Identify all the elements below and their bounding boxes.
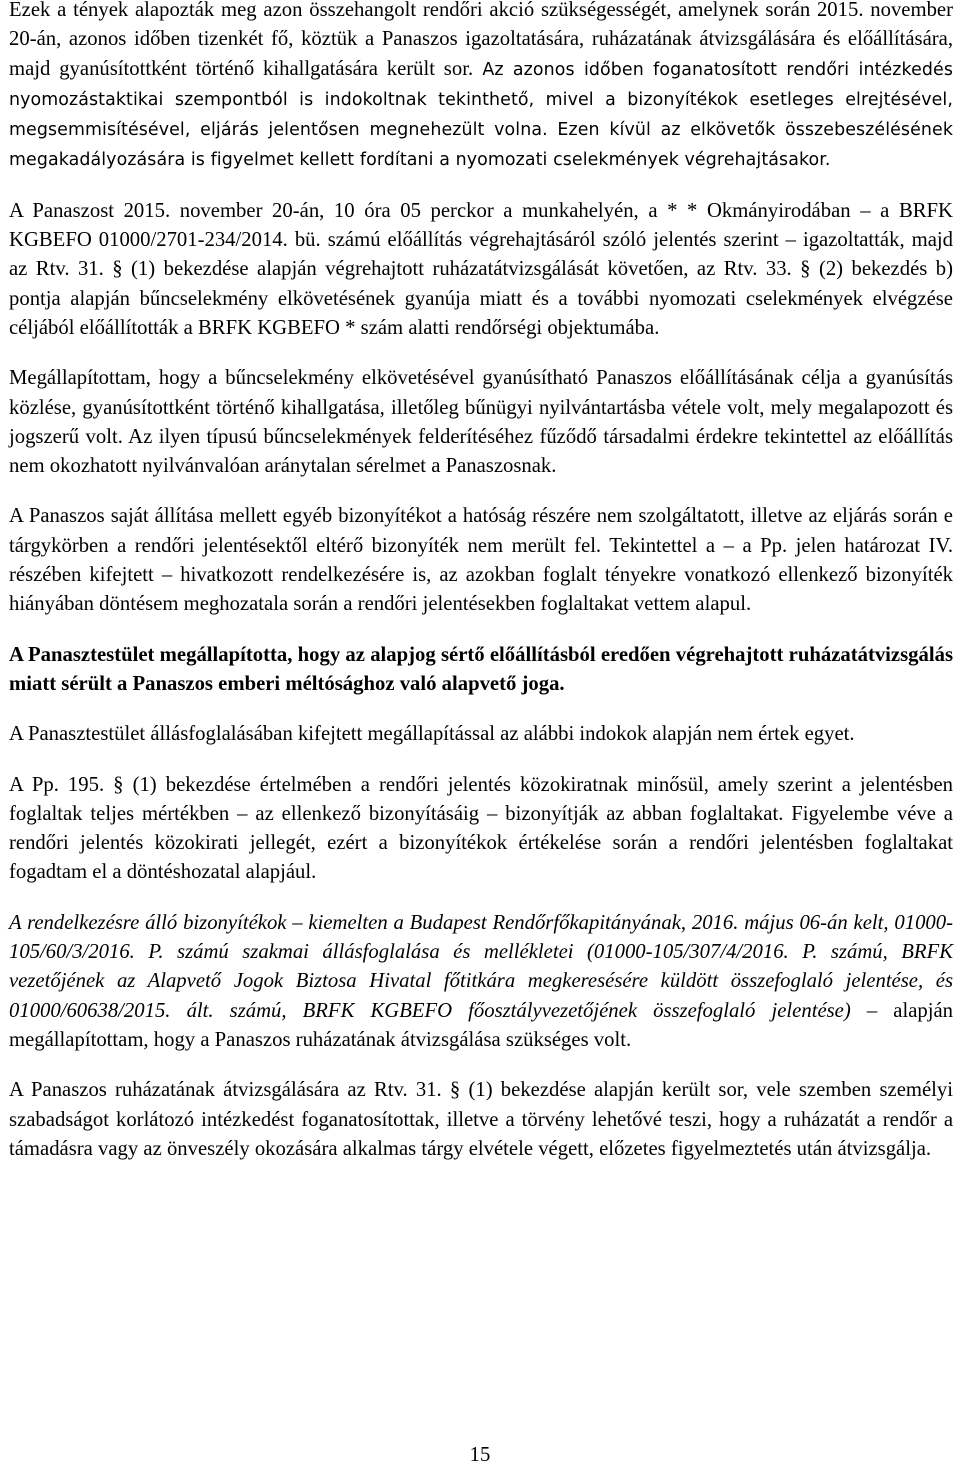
paragraph-coordinated-action-intro: Ezek a tények alapozták meg azon összehangolt rendőri akció szükségességét, amelynek során 2015. november 20-án, azonos időben tizenkét fő, köztük a Panaszos igazoltatására, ruházatának átvizsgálására és előállítására, majd gyanúsítottként történő kihallgatására került sor. — [9, 0, 953, 80]
paragraph-board-finding: A Panasztestület megállapította, hogy az alapjog sértő előállításból eredően végrehajtott ruházatátvizsgálás miatt sérült a Panaszos emberi méltósághoz való alapvető joga. — [9, 643, 953, 695]
paragraph-coordinated-action-tactics: Az azonos időben foganatosított rendőri intézkedés nyomozástaktikai szempontból is indokoltnak tekinthető, mivel a bizonyítékok esetleges elrejtésével, megsemmisítésével, eljárás jelentősen megnehezült volna. — [9, 59, 953, 141]
document-page — [9, 0, 953, 1164]
paragraph-clothing-search-basis: A Panaszos ruházatának átvizsgálására az Rtv. 31. § (1) bekezdése alapján került sor, vele szemben személyi szabadságot korlátozó intézkedést foganatosítottak, illetve a törvény lehetővé teszi, hogy a ruházatát a rendőr a támadásra vagy az önveszély okozására alkalmas tárgy elvétele végett, előzetes figyelmeztetés után átvizsgálja. — [9, 1079, 953, 1160]
paragraph-identity-check: A Panaszost 2015. november 20-án, 10 óra 05 perckor a munkahelyén, a * * Okmányirodában – a BRFK KGBEFO 01000/2701-234/2014. bü. számú előállítás végrehajtásáról szóló jelentés szerint – igazoltatták, majd az Rtv. 31. § (1) bekezdése alapján végrehajtott ruházatátvizsgálását követően, az Rtv. 33. § (2) bekezdés b) pontja alapján bűncselekmény elkövetésének gyanúja miatt és a további nyomozati cselekmények elvégzése céljából előállították a BRFK KGBEFO * szám alatti rendőrségi objektumába. — [9, 199, 953, 339]
paragraph-coordinated-action-collusion: Ezen kívül az elkövetők összebeszélésének megakadályozására is figyelmet kellett fordítani a nyomozati cselekmények végrehajtásakor. — [9, 120, 953, 171]
page-number: 15 — [469, 1444, 491, 1466]
paragraph-finding-lawful-detention: Megállapítottam, hogy a bűncselekmény elkövetésével gyanúsítható Panaszos előállításának célja a gyanúsítás közlése, gyanúsítottként történő kihallgatása, illetőleg bűnügyi nyilvántartásba vétele volt, mely megalapozott és jogszerű volt. Az ilyen típusú bűncselekmények felderítéséhez fűződő társadalmi érdekre tekintettel az előállítás nem okozhatott nyilvánvalóan aránytalan sérelmet a Panaszosnak. — [9, 367, 953, 478]
paragraph-available-evidence-sources: A rendelkezésre álló bizonyítékok – kiemelten a Budapest Rendőrfőkapitányának, 2016. május 06-án kelt, 01000-105/60/3/2016. P. számú szakmai állásfoglalása és mellékletei (01000-105/307/4/2016. P. számú, BRFK vezetőjének az Alapvető Jogok Biztosa Hivatal főtitkára megkeresésére küldött összefoglaló jelentése, és 01000/60638/2015. ált. számú, BRFK KGBEFO főosztályvezetőjének összefoglaló jelentése) — [9, 911, 953, 1022]
paragraph-disagreement: A Panasztestület állásfoglalásában kifejtett megállapítással az alábbi indokok alapján nem értek egyet. — [9, 723, 855, 746]
paragraph-public-document: A Pp. 195. § (1) bekezdése értelmében a rendőri jelentés közokiratnak minősül, amely szerint a jelentésben foglaltak teljes mértékben – az ellenkező bizonyításáig – bizonyítják az abban foglaltakat. Figyelembe véve a rendőri jelentés közokirati jellegét, ezért a bizonyítékok értékelése során a rendőri jelentésben foglaltakat fogadtam el a döntéshozatal alapjául. — [9, 773, 953, 884]
paragraph-evidence-assessment: A Panaszos saját állítása mellett egyéb bizonyítékot a hatóság részére nem szolgáltatott, illetve az eljárás során e tárgykörben a rendőri jelentésektől eltérő bizonyíték nem merült fel. Tekintettel a – a Pp. jelen határozat IV. részében kifejtett – hivatkozott rendelkezésére is, az azokban foglalt tényekre vonatkozó ellenkező bizonyíték hiányában döntésem meghozatala során a rendőri jelentésekben foglaltakat vettem alapul. — [9, 505, 953, 616]
paragraph-available-evidence-conclusion: – alapján megállapítottam, hogy a Panaszos ruházatának átvizsgálása szükséges volt. — [9, 999, 953, 1051]
paragraph-coordinated-action — [9, 0, 953, 176]
paragraph-available-evidence — [9, 909, 953, 1055]
